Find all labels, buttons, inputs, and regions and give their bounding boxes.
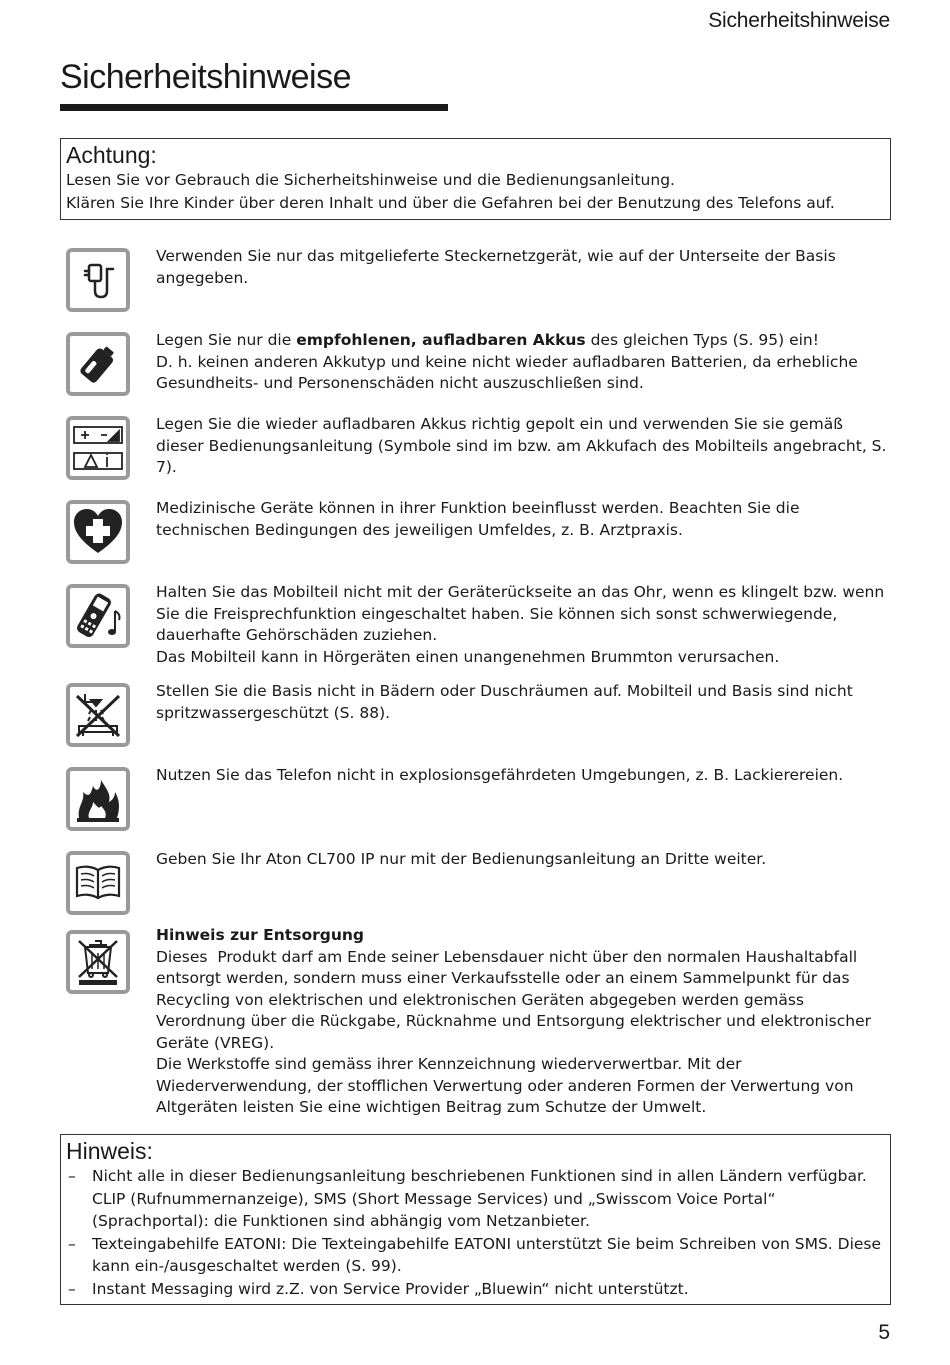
title-rule [60, 104, 448, 111]
achtung-line: Klären Sie Ihre Kinder über deren Inhalt und über die Gefahren bei der Benutzung des Telefons auf. [66, 194, 835, 212]
emphasis: empfohlenen, aufladbaren Akkus [296, 331, 586, 349]
power-adapter-icon [66, 248, 130, 312]
achtung-box [60, 138, 891, 220]
safety-item-text [156, 330, 891, 395]
safety-item-paragraph: Halten Sie das Mobilteil nicht mit der Geräterückseite an das Ohr, wenn es klingelt bzw. wenn Sie die Freisprechfunktion eingeschaltet haben. Sie können sich sonst schwerwiegende, dauerhafte Gehörschäden zuziehen. [156, 583, 885, 644]
safety-item-text [156, 582, 891, 668]
safety-item-paragraph: Geben Sie Ihr Aton CL700 IP nur mit der Bedienungsanleitung an Dritte weiter. [156, 850, 767, 868]
safety-item-paragraph: Das Mobilteil kann in Hörgeräten einen unangenehmen Brummton verursachen. [156, 647, 780, 666]
safety-item-text [156, 246, 891, 289]
safety-item-paragraph: Die Werkstoffe sind gemäss ihrer Kennzeichnung wiederverwertbar. Mit der Wiederverwendung, der stofflichen Verwertung oder anderen Formen der Verwertung von Altgeräten leisten Sie eine wichtigen Beitrag zum Schutze der Umwelt. [156, 1055, 854, 1116]
hinweis-list-item: – Nicht alle in dieser Bedienungsanleitung beschriebenen Funktionen sind in allen Ländern verfügbar. CLIP (Rufnummernanzeige), SMS (Short Message Services) und „Swisscom Voice Portal“ (Sprachportal): die Funktionen sind abhängig vom Netzanbieter. [68, 1167, 867, 1230]
explosion-fire-icon [66, 767, 130, 831]
safety-item-paragraph: Nutzen Sie das Telefon nicht in explosionsgefährdeten Umgebungen, z. B. Lackierereien. [156, 766, 844, 784]
safety-item-paragraph: Dieses Produkt darf am Ende seiner Lebensdauer nicht über den normalen Haushaltabfall entsorgt werden, sondern muss einer Verkaufsstelle oder an einem Sammelpunkt für das Recycling von elektrischen und elektronischen Geräten abgegeben werden gemäss Verordnung über die Rückgabe, Rücknahme und Entsorgung elektrischer und elektronischer Geräte (VREG). [156, 947, 876, 1052]
safety-item-paragraph: D. h. keinen anderen Akkutyp und keine nicht wieder aufladbaren Batterien, da erhebliche Gesundheits- und Personenschäden nicht auszuschließen sind. [156, 352, 858, 392]
safety-item-text [156, 849, 891, 871]
safety-item-paragraph: Stellen Sie die Basis nicht in Bädern oder Duschräumen auf. Mobilteil und Basis sind nicht spritzwassergeschützt (S. 88). [156, 682, 853, 722]
handset-ringing-icon [66, 584, 130, 648]
safety-item-paragraph: Legen Sie die wieder aufladbaren Akkus richtig gepolt ein und verwenden Sie sie gemäß dieser Bedienungsanleitung (Symbole sind im bzw. am Akkufach des Mobilteils angebracht, S. 7). [156, 415, 887, 476]
medical-heart-icon [66, 500, 130, 564]
page-title: Sicherheitshinweise [60, 58, 351, 96]
hinweis-title: Hinweis: [66, 1138, 153, 1164]
page-number: 5 [878, 1321, 890, 1344]
hinweis-list-item: – Instant Messaging wird z.Z. von Service Provider „Bluewin“ nicht unterstützt. [66, 1278, 885, 1301]
bullet-dash: – [68, 1234, 76, 1253]
hinweis-list [66, 1165, 885, 1300]
achtung-line: Lesen Sie vor Gebrauch die Sicherheitshinweise und die Bedienungsanleitung. [66, 171, 675, 189]
achtung-title: Achtung: [66, 142, 157, 168]
safety-item-paragraph: Verwenden Sie nur das mitgelieferte Steckernetzgerät, wie auf der Unterseite der Basis angegeben. [156, 247, 836, 287]
safety-item-text [156, 765, 891, 787]
no-shower-icon [66, 683, 130, 747]
safety-item-paragraph: Legen Sie nur die empfohlenen, aufladbaren Akkus des gleichen Typs (S. 95) ein! [156, 331, 819, 349]
bullet-dash: – [68, 1167, 76, 1185]
hinweis-list-item: – Texteingabehilfe EATONI: Die Texteingabehilfe EATONI unterstützt Sie beim Schreiben von SMS. Diese kann ein-/ausgeschaltet werden (S. 99). [68, 1234, 882, 1275]
battery-icon [66, 332, 130, 396]
safety-item-text [156, 498, 891, 541]
running-header: Sicherheitshinweise [708, 9, 890, 32]
manual-book-icon [66, 851, 130, 915]
battery-polarity-icon [66, 416, 130, 480]
safety-item-text [156, 681, 891, 724]
crossed-bin-icon [66, 930, 130, 994]
bullet-dash: – [68, 1279, 76, 1298]
disposal-heading: Hinweis zur Entsorgung [156, 926, 364, 944]
safety-item-text [156, 925, 891, 1119]
hinweis-box [60, 1134, 891, 1305]
safety-item-text [156, 414, 891, 479]
safety-item-paragraph: Medizinische Geräte können in ihrer Funktion beeinflusst werden. Beachten Sie die technischen Bedingungen des jeweiligen Umfeldes, z. B. Arztpraxis. [156, 499, 800, 539]
